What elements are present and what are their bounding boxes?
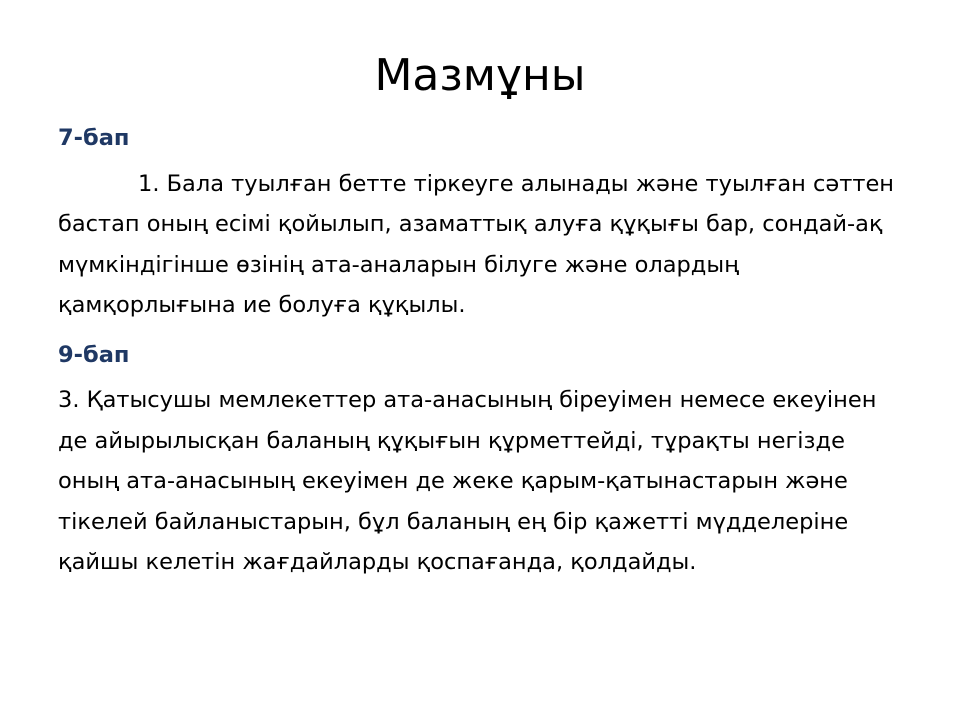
article-7-paragraph: 1. Бала туылған бетте тіркеуге алынады және туылған сәттен бастап оның есімі қойылып, азаматтық алуға құқығы бар, сондай-ақ мүмкіндігінше өзінің ата-аналарын білуге және олардың қамқорлығына ие болуға құқылы. (58, 170, 895, 318)
slide-content (58, 118, 908, 592)
article-9-paragraph: 3. Қатысушы мемлекеттер ата-анасының біреуімен немесе екеуінен де айырылысқан баланың құқығын құрметтейді, тұрақты негізде оның ата-анасының екеуімен де жеке қарым-қатынастарын және тікелей байланыстарын, бұл баланың ең бір қажетті мүдделеріне қайшы келетін жағдайларды қоспағанда, қолдайды. (58, 387, 877, 575)
article-7-heading: 7-бап (58, 125, 130, 151)
slide-title: Мазмұны (374, 50, 586, 101)
article-9-heading: 9-бап (58, 341, 130, 368)
